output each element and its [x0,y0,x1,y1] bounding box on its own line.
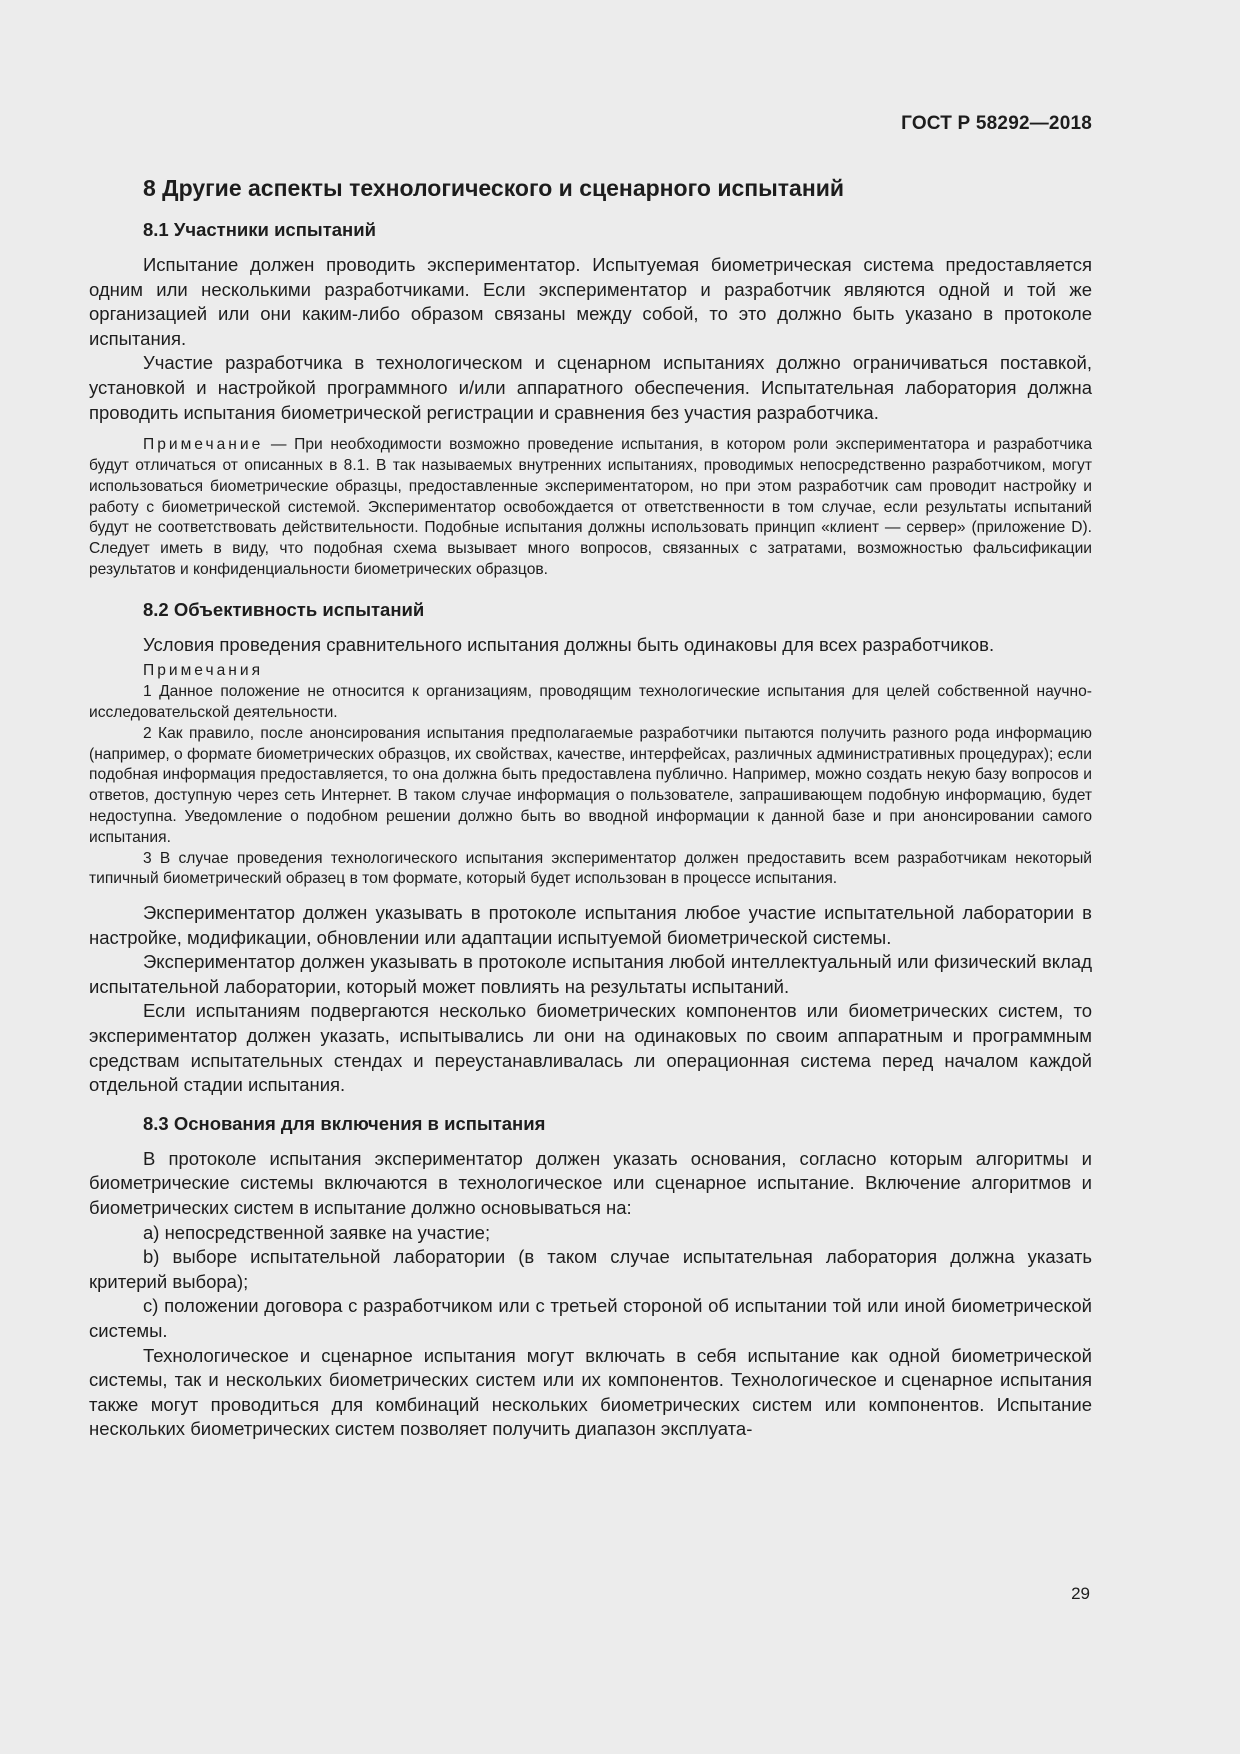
paragraph: Участие разработчика в технологическом и сценарном испытаниях должно ограничиваться поставкой, установкой и настройкой программного и/или аппаратного обеспечения. Испытательная лаборатория должна проводить испытания биометрической регистрации и сравнения без участия разработчика. [89,352,1092,423]
section-8-3-title: 8.3 Основания для включения в испытания [143,1112,546,1134]
note-text: — При необходимости возможно проведение испытания, в котором роли экспериментатора и разработчика будут отличаться от описанных в 8.1. В так называемых внутренних испытаниях, проводимых непосредственно разработчиком, могут использоваться биометрические образцы, предоставленные экспериментатором, но при этом разработчик сам проводит настройку и работу с биометрической системой. Экспериментатор освобождается от ответственности в том случае, если результаты испытаний будут не соответствовать действительности. Подобные испытания должны использовать принцип «клиент — сервер» (приложение D). Следует иметь в виду, что подобная схема вызывает много вопросов, связанных с затратами, возможностью фальсификации результатов и конфиденциальности биометрических образцов. [89,436,1092,578]
section-8-2-title: 8.2 Объективность испытаний [143,598,425,620]
note [89,435,1092,581]
paragraph: Если испытаниям подвергаются несколько биометрических компонентов или биометрических систем, то экспериментатор должен указать, испытывались ли они на одинаковых по своим аппаратным и программным средствам испытательных стендах и переустанавливалась ли операционная система перед началом каждой отдельной стадии испытания. [89,1000,1092,1096]
paragraph: Условия проведения сравнительного испытания должны быть одинаковы для всех разработчиков. [143,633,995,655]
section-8-title: 8 Другие аспекты технологического и сценарного испытаний [143,175,845,201]
list-item: а) непосредственной заявке на участие; [143,1221,491,1243]
document-code: ГОСТ Р 58292—2018 [901,113,1092,134]
note-label: Примечание [143,436,264,454]
paragraph: Экспериментатор должен указывать в протоколе испытания любой интеллектуальный или физический вклад испытательной лаборатории, который может повлиять на результаты испытаний. [89,951,1092,997]
notes-label: Примечания [143,662,264,680]
list-item: с) положении договора с разработчиком или с третьей стороной об испытании той или иной биометрической системы. [89,1295,1092,1341]
paragraph: В протоколе испытания экспериментатор должен указать основания, согласно которым алгоритмы и биометрические системы включаются в технологическое или сценарное испытание. Включение алгоритмов и биометрических систем в испытание должно основываться на: [89,1147,1092,1219]
note-item: 2 Как правило, после анонсирования испытания предполагаемые разработчики пытаются получить разного рода информацию (например, о формате биометрических образцов, их свойствах, качестве, интерфейсах, различных административных процедурах); если подобная информация предоставляется, то она должна быть предоставлена публично. Например, можно создать некую базу вопросов и ответов, доступную через сеть Интернет. В таком случае информация о пользователе, запрашивающем подобную информацию, будет недоступна. Уведомление о подобном решении должно быть во вводной информации к данной базе и при анонсировании самого испытания. [89,724,1092,846]
note-item: 3 В случае проведения технологического испытания экспериментатор должен предоставить всем разработчикам некоторый типичный биометрический образец в том формате, который будет использован в процессе испытания. [89,849,1092,888]
page-number: 29 [1071,1584,1090,1603]
section-8-1-title: 8.1 Участники испытаний [143,219,376,240]
list-item: b) выборе испытательной лаборатории (в таком случае испытательная лаборатория должна указать критерий выбора); [89,1246,1092,1292]
note-item: 1 Данное положение не относится к организациям, проводящим технологические испытания для целей собственной научно-исследовательской деятельности. [89,683,1092,721]
paragraph: Экспериментатор должен указывать в протоколе испытания любое участие испытательной лаборатории в настройке, модификации, обновлении или адаптации испытуемой биометрической системы. [89,902,1092,948]
paragraph: Испытание должен проводить экспериментатор. Испытуемая биометрическая система предоставляется одним или несколькими разработчиками. Если экспериментатор и разработчик являются одной и той же организацией или они каким-либо образом связаны между собой, то это должно быть указано в протоколе испытания. [89,254,1092,349]
page-content [89,168,1092,1442]
paragraph: Технологическое и сценарное испытания могут включать в себя испытание как одной биометрической системы, так и нескольких биометрических систем или их компонентов. Технологическое и сценарное испытания также могут проводиться для комбинаций нескольких биометрических систем или компонентов. Испытание нескольких биометрических систем позволяет получить диапазон эксплуата- [89,1344,1092,1440]
